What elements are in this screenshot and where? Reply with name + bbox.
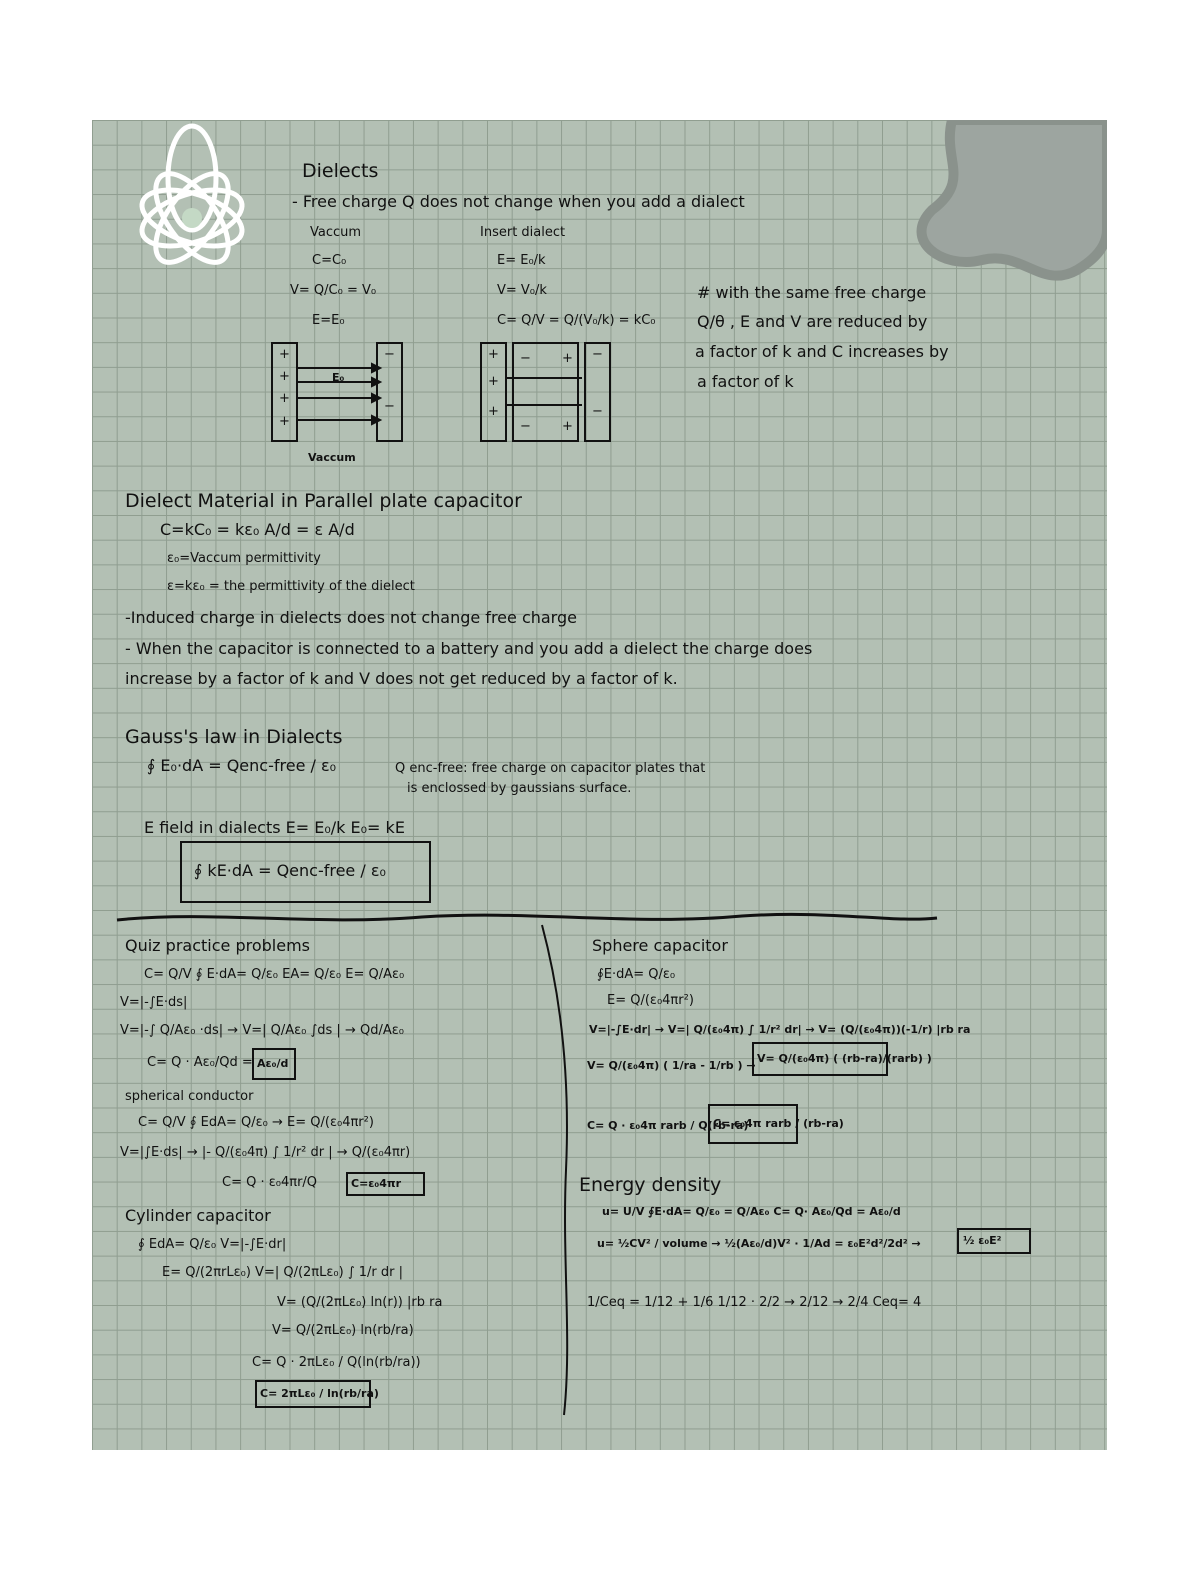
vaccum-heading: Vaccum <box>310 225 362 240</box>
eps-def: ε=kε₀ = the permittivity of the dielect <box>167 579 415 594</box>
insert-heading: Insert dialect <box>480 225 566 240</box>
cyl-line-1: ∮ EdA= Q/ε₀ V=|-∫E·dr| <box>138 1237 287 1252</box>
energy-answer-box <box>957 1228 1031 1254</box>
series-capacitor-line: 1/Ceq = 1/12 + 1/6 1/12 · 2/2 → 2/12 → 2/4 Ceq= 4 <box>587 1295 922 1310</box>
plate-minus-1: − <box>384 347 395 362</box>
side-note-3: a factor of k and C increases by <box>695 342 949 361</box>
spherical-conductor-title: spherical conductor <box>125 1089 254 1104</box>
sphere-line-1: ∮E·dA= Q/ε₀ <box>597 967 676 982</box>
sph-line-1: C= Q/V ∮ EdA= Q/ε₀ → E= Q/(ε₀4πr²) <box>138 1115 374 1130</box>
cyl-line-2: E= Q/(2πrLε₀) V=| Q/(2πLε₀) ∫ 1/r dr | <box>162 1265 403 1280</box>
dielectric-capacitor-diagram <box>481 343 610 441</box>
column-divider <box>542 925 567 1415</box>
side-note-2: Q/θ , E and V are reduced by <box>697 312 928 331</box>
boxed-gauss-eq: ∮ kE·dA = Qenc-free / ε₀ <box>194 861 386 880</box>
sphere-line-2: E= Q/(ε₀4πr²) <box>607 993 694 1008</box>
quiz-line-3: V=|-∫ Q/Aε₀ ·ds| → V=| Q/Aε₀ ∫ds | → Qd/Aε₀ <box>120 1023 404 1038</box>
energy-answer: ½ ε₀E² <box>963 1234 1002 1247</box>
quiz-answer-box <box>252 1048 296 1080</box>
sphere-line-4: V= Q/(ε₀4π) ( 1/ra - 1/rb ) → <box>587 1059 756 1072</box>
section-title-sphere: Sphere capacitor <box>592 936 728 955</box>
bullet-battery: - When the capacitor is connected to a battery and you add a dielect the charge does <box>125 639 813 658</box>
plate-plus-7: + <box>488 404 499 419</box>
plate-plus-5: + <box>488 347 499 362</box>
sph-answer: C=ε₀4πr <box>351 1177 402 1190</box>
section-title-parallel: Dielect Material in Parallel plate capacitor <box>125 490 522 512</box>
sphere-c-box <box>708 1104 844 1144</box>
cyl-line-4: V= Q/(2πLε₀) ln(rb/ra) <box>272 1323 414 1338</box>
cyl-line-5: C= Q · 2πLε₀ / Q(ln(rb/ra)) <box>252 1355 421 1370</box>
section-divider <box>117 914 937 920</box>
ins-v-eq: V= V₀/k <box>497 283 547 298</box>
cyl-answer-box <box>255 1380 379 1408</box>
bullet-induced: -Induced charge in dielects does not change free charge <box>125 608 577 627</box>
quiz-line-2: V=|-∫E·ds| <box>120 995 188 1010</box>
energy-line-1: u= U/V ∮E·dA= Q/ε₀ = Q/Aε₀ C= Q· Aε₀/Qd = Aε₀/d <box>602 1205 901 1218</box>
gauss-eq: ∮ E₀·dA = Qenc-free / ε₀ <box>147 756 337 775</box>
cyl-answer: C= 2πLε₀ / ln(rb/ra) <box>260 1387 379 1400</box>
field-in-dialects: E field in dialects E= E₀/k E₀= kE <box>144 818 405 837</box>
boxed-gauss-law <box>180 841 431 903</box>
sphere-c-answer: C= ε₀4π rarb / (rb-ra) <box>713 1117 844 1130</box>
induced-minus-2: − <box>520 419 531 434</box>
plate-minus-3: − <box>592 347 603 362</box>
qenc-def-2: is enclossed by gaussians surface. <box>407 781 632 796</box>
cylinder-title: Cylinder capacitor <box>125 1206 271 1225</box>
plate-plus-1: + <box>279 347 290 362</box>
section-title-gauss: Gauss's law in Dialects <box>125 726 343 748</box>
plate-plus-4: + <box>279 414 290 429</box>
ins-c-eq: C= Q/V = Q/(V₀/k) = kC₀ <box>497 313 656 328</box>
notebook-page <box>92 120 1107 1450</box>
field-label: E₀ <box>332 371 345 384</box>
sphere-line-5: C= Q · ε₀4π rarb / Q(rb-ra) <box>587 1119 749 1132</box>
ins-e-eq: E= E₀/k <box>497 253 546 268</box>
induced-minus-1: − <box>520 351 531 366</box>
section-title-quiz: Quiz practice problems <box>125 936 310 955</box>
qenc-def-1: Q enc-free: free charge on capacitor plates that <box>395 761 706 776</box>
dielects-note: - Free charge Q does not change when you add a dialect <box>292 192 745 211</box>
plate-minus-2: − <box>384 399 395 414</box>
blob-doodle <box>922 120 1107 276</box>
plate-minus-4: − <box>592 404 603 419</box>
cyl-line-3: V= (Q/(2πLε₀) ln(r)) |rb ra <box>277 1295 443 1310</box>
induced-plus-2: + <box>562 419 573 434</box>
diagram-caption: Vaccum <box>308 451 356 464</box>
side-note-4: a factor of k <box>697 372 794 391</box>
quiz-line-1: C= Q/V ∮ E·dA= Q/ε₀ EA= Q/ε₀ E= Q/Aε₀ <box>144 967 405 982</box>
sph-line-2: V=|∫E·ds| → |- Q/(ε₀4π) ∫ 1/r² dr | → Q/(ε₀4πr) <box>120 1145 411 1160</box>
section-title-energy: Energy density <box>579 1174 722 1196</box>
vac-e-eq: E=E₀ <box>312 313 345 328</box>
vacuum-capacitor-diagram <box>272 343 402 441</box>
plate-plus-6: + <box>488 374 499 389</box>
energy-line-2: u= ½CV² / volume → ½(Aε₀/d)V² · 1/Ad = ε₀E²d²/2d² → <box>597 1237 921 1250</box>
sph-answer-box <box>346 1172 425 1196</box>
vac-c-eq: C=C₀ <box>312 253 347 268</box>
sphere-v-answer: V= Q/(ε₀4π) ( (rb-ra)/(rarb) ) <box>757 1052 932 1065</box>
sphere-v-box <box>752 1042 932 1076</box>
plate-plus-2: + <box>279 369 290 384</box>
eps0-def: ε₀=Vaccum permittivity <box>167 551 321 566</box>
bullet-battery-cont: increase by a factor of k and V does not get reduced by a factor of k. <box>125 669 678 688</box>
vac-v-eq: V= Q/C₀ = V₀ <box>290 283 377 298</box>
sph-line-3: C= Q · ε₀4πr/Q <box>222 1175 318 1190</box>
induced-plus-1: + <box>562 351 573 366</box>
flower-doodle <box>135 126 249 274</box>
quiz-answer: Aε₀/d <box>257 1057 289 1070</box>
plate-plus-3: + <box>279 391 290 406</box>
section-title-dielects: Dielects <box>302 160 379 182</box>
parallel-eq: C=kC₀ = kε₀ A/d = ε A/d <box>160 520 355 539</box>
sphere-line-3: V=|-∫E·dr| → V=| Q/(ε₀4π) ∫ 1/r² dr| → V= (Q/(ε₀4π))(-1/r) |rb ra <box>589 1023 971 1036</box>
quiz-line-4: C= Q · Aε₀/Qd = <box>147 1055 253 1070</box>
side-note-1: # with the same free charge <box>697 283 927 302</box>
